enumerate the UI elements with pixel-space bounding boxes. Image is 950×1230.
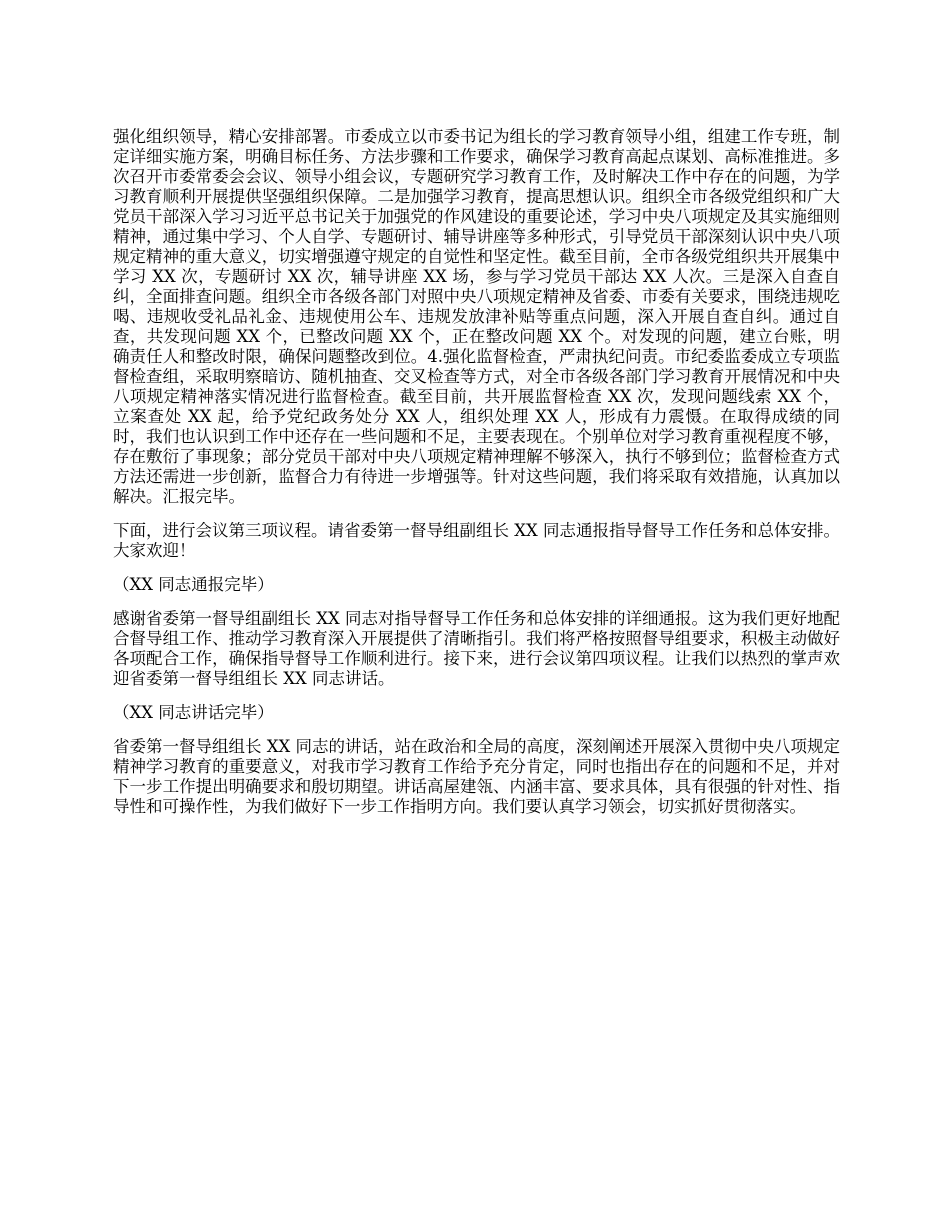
paragraph-speech-finished: （XX 同志讲话完毕） [113,703,274,722]
document-body [113,127,840,831]
paragraph-speech-summary: 省委第一督导组组长 XX 同志的讲话，站在政治和全局的高度，深刻阐述开展深入贯彻中央八项规定精神学习教育的重要意义，对我市学习教育工作给予充分肯定，同时也指出存在的问题和不足，并对下一步工作提出明确要求和殷切期望。讲话高屋建瓴、内涵丰富、要求具体，具有很强的针对性、指导性和可操作性，为我们做好下一步工作指明方向。我们要认真学习领会，切实抓好贯彻落实。 [113,737,840,816]
paragraph-third-agenda: 下面，进行会议第三项议程。请省委第一督导组副组长 XX 同志通报指导督导工作任务和总体安排。大家欢迎！ [113,521,840,560]
paragraph-briefing-finished: （XX 同志通报完毕） [113,575,274,594]
paragraph-thanks-fourth-agenda: 感谢省委第一督导组副组长 XX 同志对指导督导工作任务和总体安排的详细通报。这为我们更好地配合督导组工作、推动学习教育深入开展提供了清晰指引。我们将严格按照督导组要求，积极主动做好各项配合工作，确保指导督导工作顺利进行。接下来，进行会议第四项议程。让我们以热烈的掌声欢迎省委第一督导组组长 XX 同志讲话。 [113,609,840,688]
paragraph-work-report: 强化组织领导，精心安排部署。市委成立以市委书记为组长的学习教育领导小组，组建工作专班，制定详细实施方案，明确目标任务、方法步骤和工作要求，确保学习教育高起点谋划、高标准推进。多次召开市委常委会会议、领导小组会议，专题研究学习教育工作，及时解决工作中存在的问题，为学习教育顺利开展提供坚强组织保障。二是加强学习教育，提高思想认识。组织全市各级党组织和广大党员干部深入学习习近平总书记关于加强党的作风建设的重要论述，学习中央八项规定及其实施细则精神，通过集中学习、个人自学、专题研讨、辅导讲座等多种形式，引导党员干部深刻认识中央八项规定精神的重大意义，切实增强遵守规定的自觉性和坚定性。截至目前，全市各级党组织共开展集中学习 XX 次，专题研讨 XX 次，辅导讲座 XX 场，参与学习党员干部达 XX 人次。三是深入自查自纠，全面排查问题。组织全市各级各部门对照中央八项规定精神及省委、市委有关要求，围绕违规吃喝、违规收受礼品礼金、违规使用公车、违规发放津补贴等重点问题，深入开展自查自纠。通过自查，共发现问题 XX 个，已整改问题 XX 个，正在整改问题 XX 个。对发现的问题，建立台账，明确责任人和整改时限，确保问题整改到位。4.强化监督检查，严肃执纪问责。市纪委监委成立专项监督检查组，采取明察暗访、随机抽查、交叉检查等方式，对全市各级各部门学习教育开展情况和中央八项规定精神落实情况进行监督检查。截至目前，共开展监督检查 XX 次，发现问题线索 XX 个，立案查处 XX 起，给予党纪政务处分 XX 人，组织处理 XX 人，形成有力震慑。在取得成绩的同时，我们也认识到工作中还存在一些问题和不足，主要表现在。个别单位对学习教育重视程度不够，存在敷衍了事现象；部分党员干部对中央八项规定精神理解不够深入，执行不够到位；监督检查方式方法还需进一步创新，监督合力有待进一步增强等。针对这些问题，我们将采取有效措施，认真加以解决。汇报完毕。 [113,127,840,506]
